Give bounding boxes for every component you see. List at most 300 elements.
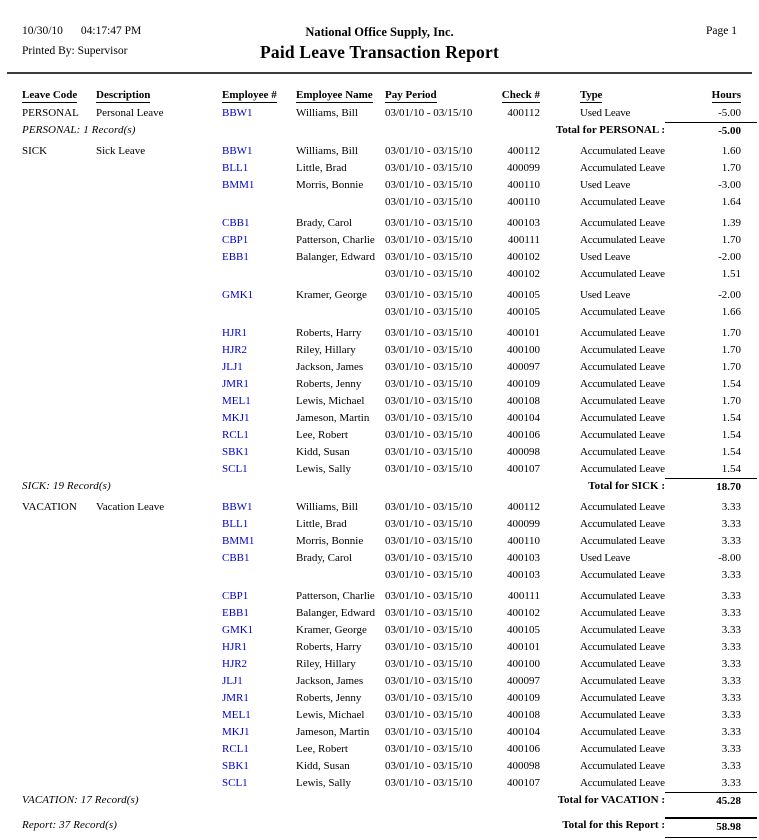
cell-employee-name: Patterson, Charlie <box>296 234 375 246</box>
transaction-row <box>0 499 759 516</box>
cell-pay-period: 03/01/10 - 03/15/10 <box>385 463 473 475</box>
cell-employee-id[interactable]: RCL1 <box>222 743 249 755</box>
cell-description <box>96 376 222 393</box>
cell-hours: -2.00 <box>718 251 741 263</box>
cell-employee-id[interactable]: MKJ1 <box>222 726 250 738</box>
report-header-meta-row <box>22 25 737 42</box>
cell-employee-name: Williams, Bill <box>296 501 358 513</box>
cell-leave-code <box>22 160 96 177</box>
transaction-row <box>0 105 759 122</box>
section-total-value: -5.00 <box>665 122 757 140</box>
report-record-count: Report: 37 Record(s) <box>22 819 118 831</box>
cell-employee-name: Kidd, Susan <box>296 760 350 772</box>
cell-description <box>96 177 222 194</box>
cell-leave-code <box>22 656 96 673</box>
cell-check-no: 400100 <box>507 344 540 356</box>
cell-check-no: 400108 <box>507 395 540 407</box>
cell-type: Used Leave <box>580 179 631 191</box>
transaction-row <box>0 444 759 461</box>
cell-check-no: 400104 <box>507 412 540 424</box>
transaction-row <box>0 741 759 758</box>
cell-employee-name: Balanger, Edward <box>296 607 375 619</box>
cell-hours: 1.70 <box>721 162 741 174</box>
transaction-row <box>0 588 759 605</box>
section-total-value: 45.28 <box>665 792 757 810</box>
cell-check-no: 400103 <box>507 569 540 581</box>
cell-pay-period: 03/01/10 - 03/15/10 <box>385 535 473 547</box>
cell-employee-id[interactable]: CBP1 <box>222 234 249 246</box>
cell-check-no: 400105 <box>507 289 540 301</box>
cell-type: Used Leave <box>580 107 631 119</box>
transaction-row <box>0 325 759 342</box>
cell-employee-id[interactable]: GMK1 <box>222 289 254 301</box>
section-summary-row <box>0 122 759 139</box>
cell-hours: 3.33 <box>721 535 741 547</box>
cell-leave-code <box>22 232 96 249</box>
cell-description <box>96 588 222 605</box>
section-record-count: VACATION: 17 Record(s) <box>22 794 139 806</box>
cell-description <box>96 656 222 673</box>
cell-type: Accumulated Leave <box>580 327 665 339</box>
cell-check-no: 400097 <box>507 675 540 687</box>
cell-type: Accumulated Leave <box>580 196 665 208</box>
cell-leave-code <box>22 605 96 622</box>
cell-check-no: 400110 <box>507 196 540 208</box>
cell-leave-code <box>22 690 96 707</box>
section-total-cell <box>665 792 741 810</box>
cell-employee-name: Morris, Bonnie <box>296 179 364 191</box>
transaction-row <box>0 215 759 232</box>
cell-type: Accumulated Leave <box>580 217 665 229</box>
cell-check-no: 400102 <box>507 251 540 263</box>
transaction-row <box>0 177 759 194</box>
cell-pay-period: 03/01/10 - 03/15/10 <box>385 641 473 653</box>
cell-leave-code <box>22 639 96 656</box>
column-header-leave-code: Leave Code <box>22 89 78 101</box>
cell-hours: 3.33 <box>721 569 741 581</box>
section-total-label: Total for VACATION : <box>557 794 665 806</box>
cell-type: Accumulated Leave <box>580 268 665 280</box>
cell-employee-id <box>222 266 296 283</box>
cell-employee-name: Morris, Bonnie <box>296 535 364 547</box>
cell-description <box>96 550 222 567</box>
cell-employee-id[interactable]: SBK1 <box>222 760 249 772</box>
cell-check-no: 400107 <box>507 463 540 475</box>
cell-description <box>96 232 222 249</box>
column-header-pay-period: Pay Period <box>385 89 437 101</box>
cell-employee-id[interactable]: BBW1 <box>222 145 253 157</box>
cell-pay-period: 03/01/10 - 03/15/10 <box>385 327 473 339</box>
cell-leave-code <box>22 533 96 550</box>
transaction-row <box>0 707 759 724</box>
cell-type: Accumulated Leave <box>580 145 665 157</box>
section-total-cell <box>665 122 741 140</box>
cell-leave-code <box>22 622 96 639</box>
cell-employee-name: Brady, Carol <box>296 217 353 229</box>
cell-type: Accumulated Leave <box>580 162 665 174</box>
cell-employee-id[interactable]: HJR2 <box>222 344 248 356</box>
cell-employee-name: Riley, Hillary <box>296 658 356 670</box>
cell-leave-code <box>22 724 96 741</box>
cell-pay-period: 03/01/10 - 03/15/10 <box>385 412 473 424</box>
cell-description <box>96 393 222 410</box>
cell-employee-id[interactable]: SCL1 <box>222 463 248 475</box>
cell-employee-name: Kramer, George <box>296 289 367 301</box>
cell-employee-name <box>296 194 385 211</box>
cell-pay-period: 03/01/10 - 03/15/10 <box>385 518 473 530</box>
cell-leave-code <box>22 287 96 304</box>
printed-by-label: Printed By: Supervisor <box>22 45 128 57</box>
cell-leave-code <box>22 550 96 567</box>
cell-pay-period: 03/01/10 - 03/15/10 <box>385 743 473 755</box>
cell-leave-code <box>22 461 96 478</box>
cell-description <box>96 605 222 622</box>
cell-hours: 3.33 <box>721 607 741 619</box>
cell-hours: 3.33 <box>721 709 741 721</box>
transaction-row <box>0 160 759 177</box>
cell-employee-name: Kramer, George <box>296 624 367 636</box>
transaction-row <box>0 342 759 359</box>
cell-check-no: 400111 <box>507 590 540 602</box>
transaction-row <box>0 550 759 567</box>
cell-employee-id[interactable]: CBB1 <box>222 217 250 229</box>
cell-pay-period: 03/01/10 - 03/15/10 <box>385 429 473 441</box>
transaction-row <box>0 656 759 673</box>
transaction-row <box>0 376 759 393</box>
transaction-row <box>0 690 759 707</box>
cell-hours: -8.00 <box>718 552 741 564</box>
cell-type: Used Leave <box>580 289 631 301</box>
cell-description <box>96 775 222 792</box>
cell-employee-name: Lewis, Michael <box>296 709 365 721</box>
cell-type: Accumulated Leave <box>580 378 665 390</box>
cell-pay-period: 03/01/10 - 03/15/10 <box>385 675 473 687</box>
cell-hours: -2.00 <box>718 289 741 301</box>
cell-description <box>96 359 222 376</box>
column-header-hours: Hours <box>711 89 741 101</box>
cell-leave-code <box>22 359 96 376</box>
cell-type: Accumulated Leave <box>580 607 665 619</box>
cell-pay-period: 03/01/10 - 03/15/10 <box>385 196 473 208</box>
cell-employee-id[interactable]: BLL1 <box>222 518 249 530</box>
cell-description <box>96 304 222 321</box>
section-total-label: Total for PERSONAL : <box>555 124 665 136</box>
column-header-employee-id: Employee # <box>222 89 277 101</box>
cell-description <box>96 758 222 775</box>
cell-type: Accumulated Leave <box>580 743 665 755</box>
cell-employee-id[interactable]: MKJ1 <box>222 412 250 424</box>
cell-employee-name <box>296 567 385 584</box>
cell-description <box>96 194 222 211</box>
cell-leave-code <box>22 673 96 690</box>
cell-employee-id[interactable]: BBW1 <box>222 501 253 513</box>
cell-employee-name: Little, Brad <box>296 162 347 174</box>
transaction-row <box>0 724 759 741</box>
cell-hours: 1.70 <box>721 327 741 339</box>
cell-check-no: 400108 <box>507 709 540 721</box>
cell-employee-id[interactable]: GMK1 <box>222 624 254 636</box>
cell-leave-code <box>22 410 96 427</box>
cell-hours: 3.33 <box>721 501 741 513</box>
section-total-value: 18.70 <box>665 478 757 496</box>
cell-employee-id[interactable]: MEL1 <box>222 395 251 407</box>
cell-description <box>96 215 222 232</box>
cell-description <box>96 533 222 550</box>
transaction-row <box>0 758 759 775</box>
cell-employee-name: Patterson, Charlie <box>296 590 375 602</box>
cell-check-no: 400098 <box>507 446 540 458</box>
cell-description <box>96 724 222 741</box>
cell-leave-code <box>22 588 96 605</box>
cell-check-no: 400099 <box>507 162 540 174</box>
cell-type: Accumulated Leave <box>580 518 665 530</box>
cell-employee-name: Lee, Robert <box>296 743 348 755</box>
cell-description <box>96 567 222 584</box>
cell-hours: 1.70 <box>721 395 741 407</box>
cell-employee-name: Jackson, James <box>296 675 364 687</box>
cell-pay-period: 03/01/10 - 03/15/10 <box>385 361 473 373</box>
cell-hours: 3.33 <box>721 777 741 789</box>
cell-hours: 3.33 <box>721 624 741 636</box>
cell-check-no: 400110 <box>507 179 540 191</box>
cell-pay-period: 03/01/10 - 03/15/10 <box>385 344 473 356</box>
company-name: National Office Supply, Inc. <box>305 25 454 39</box>
cell-hours: 3.33 <box>721 675 741 687</box>
cell-pay-period: 03/01/10 - 03/15/10 <box>385 777 473 789</box>
cell-pay-period: 03/01/10 - 03/15/10 <box>385 107 473 119</box>
cell-pay-period: 03/01/10 - 03/15/10 <box>385 607 473 619</box>
cell-employee-id[interactable]: JMR1 <box>222 378 249 390</box>
cell-pay-period: 03/01/10 - 03/15/10 <box>385 268 473 280</box>
cell-type: Accumulated Leave <box>580 501 665 513</box>
print-date: 10/30/10 <box>22 25 63 37</box>
cell-check-no: 400107 <box>507 777 540 789</box>
report-title: Paid Leave Transaction Report <box>260 42 499 62</box>
cell-employee-name: Williams, Bill <box>296 107 358 119</box>
cell-leave-code <box>22 758 96 775</box>
cell-pay-period: 03/01/10 - 03/15/10 <box>385 569 473 581</box>
cell-type: Accumulated Leave <box>580 624 665 636</box>
cell-leave-code <box>22 707 96 724</box>
cell-pay-period: 03/01/10 - 03/15/10 <box>385 251 473 263</box>
print-time: 04:17:47 PM <box>80 25 142 37</box>
cell-employee-id[interactable]: BMM1 <box>222 535 255 547</box>
cell-type: Accumulated Leave <box>580 760 665 772</box>
cell-hours: 1.54 <box>721 463 741 475</box>
cell-pay-period: 03/01/10 - 03/15/10 <box>385 289 473 301</box>
cell-description <box>96 707 222 724</box>
cell-type: Accumulated Leave <box>580 463 665 475</box>
transaction-row <box>0 232 759 249</box>
cell-type: Accumulated Leave <box>580 446 665 458</box>
cell-check-no: 400099 <box>507 518 540 530</box>
column-header-description: Description <box>96 89 151 101</box>
transaction-row <box>0 673 759 690</box>
cell-hours: 3.33 <box>721 692 741 704</box>
cell-hours: 1.54 <box>721 446 741 458</box>
cell-employee-id[interactable]: HJR2 <box>222 658 248 670</box>
cell-description <box>96 427 222 444</box>
cell-hours: 3.33 <box>721 641 741 653</box>
cell-pay-period: 03/01/10 - 03/15/10 <box>385 145 473 157</box>
cell-check-no: 400105 <box>507 306 540 318</box>
cell-pay-period: 03/01/10 - 03/15/10 <box>385 179 473 191</box>
cell-employee-id[interactable]: BMM1 <box>222 179 255 191</box>
cell-employee-name: Brady, Carol <box>296 552 353 564</box>
cell-description: Personal Leave <box>96 107 164 119</box>
cell-check-no: 400104 <box>507 726 540 738</box>
cell-type: Accumulated Leave <box>580 395 665 407</box>
cell-type: Accumulated Leave <box>580 361 665 373</box>
cell-employee-name: Kidd, Susan <box>296 446 350 458</box>
cell-leave-code <box>22 342 96 359</box>
cell-leave-code <box>22 194 96 211</box>
cell-pay-period: 03/01/10 - 03/15/10 <box>385 658 473 670</box>
cell-description <box>96 160 222 177</box>
cell-hours: 3.33 <box>721 590 741 602</box>
cell-employee-name: Roberts, Harry <box>296 327 362 339</box>
cell-type: Accumulated Leave <box>580 658 665 670</box>
cell-employee-id[interactable]: SCL1 <box>222 777 248 789</box>
section-total-cell <box>665 478 741 496</box>
cell-type: Accumulated Leave <box>580 590 665 602</box>
cell-check-no: 400102 <box>507 607 540 619</box>
cell-employee-name: Jameson, Martin <box>296 412 370 424</box>
cell-type: Accumulated Leave <box>580 726 665 738</box>
cell-type: Accumulated Leave <box>580 777 665 789</box>
cell-employee-id[interactable]: HJR1 <box>222 641 248 653</box>
cell-pay-period: 03/01/10 - 03/15/10 <box>385 590 473 602</box>
header-divider <box>7 72 752 74</box>
cell-check-no: 400106 <box>507 743 540 755</box>
cell-leave-code <box>22 393 96 410</box>
cell-pay-period: 03/01/10 - 03/15/10 <box>385 692 473 704</box>
cell-hours: 1.54 <box>721 378 741 390</box>
cell-description <box>96 741 222 758</box>
cell-employee-id[interactable]: JLJ1 <box>222 675 243 687</box>
cell-leave-code <box>22 376 96 393</box>
transaction-row <box>0 359 759 376</box>
transaction-row <box>0 194 759 211</box>
cell-leave-code <box>22 741 96 758</box>
cell-hours: 1.70 <box>721 361 741 373</box>
cell-pay-period: 03/01/10 - 03/15/10 <box>385 217 473 229</box>
cell-leave-code <box>22 215 96 232</box>
cell-hours: 1.66 <box>721 306 741 318</box>
cell-hours: 3.33 <box>721 726 741 738</box>
report-total-cell <box>665 817 741 840</box>
cell-employee-name: Little, Brad <box>296 518 347 530</box>
cell-hours: 1.39 <box>721 217 741 229</box>
cell-leave-code <box>22 304 96 321</box>
cell-employee-id <box>222 304 296 321</box>
report-title-row <box>22 42 737 67</box>
cell-employee-id[interactable]: JLJ1 <box>222 361 243 373</box>
cell-employee-id <box>222 567 296 584</box>
page-number: Page 1 <box>706 25 737 37</box>
transaction-row <box>0 622 759 639</box>
cell-employee-id[interactable]: SBK1 <box>222 446 249 458</box>
cell-employee-name: Williams, Bill <box>296 145 358 157</box>
cell-description <box>96 410 222 427</box>
cell-type: Accumulated Leave <box>580 306 665 318</box>
report-footer-row <box>0 817 759 839</box>
cell-hours: 1.54 <box>721 429 741 441</box>
cell-employee-id[interactable]: MEL1 <box>222 709 251 721</box>
cell-description <box>96 673 222 690</box>
cell-pay-period: 03/01/10 - 03/15/10 <box>385 552 473 564</box>
cell-pay-period: 03/01/10 - 03/15/10 <box>385 726 473 738</box>
cell-description <box>96 516 222 533</box>
cell-employee-id[interactable]: CBP1 <box>222 590 249 602</box>
cell-employee-name: Lee, Robert <box>296 429 348 441</box>
cell-leave-code <box>22 567 96 584</box>
cell-type: Accumulated Leave <box>580 675 665 687</box>
cell-type: Accumulated Leave <box>580 535 665 547</box>
cell-leave-code: PERSONAL <box>22 107 79 119</box>
cell-check-no: 400106 <box>507 429 540 441</box>
cell-description <box>96 461 222 478</box>
cell-check-no: 400111 <box>507 234 540 246</box>
cell-employee-id[interactable]: BLL1 <box>222 162 249 174</box>
cell-employee-id[interactable]: BBW1 <box>222 107 253 119</box>
cell-check-no: 400112 <box>507 107 540 119</box>
cell-employee-id[interactable]: EBB1 <box>222 607 249 619</box>
cell-hours: 1.70 <box>721 344 741 356</box>
cell-pay-period: 03/01/10 - 03/15/10 <box>385 501 473 513</box>
cell-hours: 1.54 <box>721 412 741 424</box>
cell-employee-name: Jameson, Martin <box>296 726 370 738</box>
cell-hours: -5.00 <box>718 107 741 119</box>
cell-description <box>96 287 222 304</box>
cell-type: Accumulated Leave <box>580 709 665 721</box>
cell-employee-name: Balanger, Edward <box>296 251 375 263</box>
section-summary-row <box>0 478 759 495</box>
report-body <box>0 105 759 809</box>
cell-check-no: 400112 <box>507 145 540 157</box>
cell-check-no: 400102 <box>507 268 540 280</box>
cell-hours: 3.33 <box>721 518 741 530</box>
cell-employee-id <box>222 194 296 211</box>
transaction-row <box>0 775 759 792</box>
cell-type: Accumulated Leave <box>580 692 665 704</box>
cell-hours: 3.33 <box>721 760 741 772</box>
cell-employee-id[interactable]: RCL1 <box>222 429 249 441</box>
report-total-value: 58.98 <box>665 817 757 840</box>
cell-description <box>96 342 222 359</box>
cell-type: Accumulated Leave <box>580 234 665 246</box>
cell-employee-id[interactable]: JMR1 <box>222 692 249 704</box>
cell-employee-name: Roberts, Jenny <box>296 692 362 704</box>
cell-leave-code <box>22 427 96 444</box>
cell-check-no: 400103 <box>507 552 540 564</box>
cell-description <box>96 266 222 283</box>
transaction-row <box>0 266 759 283</box>
cell-check-no: 400103 <box>507 217 540 229</box>
cell-hours: 1.64 <box>721 196 741 208</box>
section-total-label: Total for SICK : <box>588 480 665 492</box>
cell-employee-id[interactable]: HJR1 <box>222 327 248 339</box>
column-header-check-no: Check # <box>501 89 540 101</box>
cell-type: Used Leave <box>580 552 631 564</box>
column-header-type: Type <box>580 89 603 101</box>
report-header <box>22 25 737 67</box>
cell-employee-id[interactable]: CBB1 <box>222 552 250 564</box>
cell-check-no: 400109 <box>507 692 540 704</box>
cell-employee-id[interactable]: EBB1 <box>222 251 249 263</box>
cell-employee-name: Lewis, Michael <box>296 395 365 407</box>
cell-hours: 3.33 <box>721 743 741 755</box>
